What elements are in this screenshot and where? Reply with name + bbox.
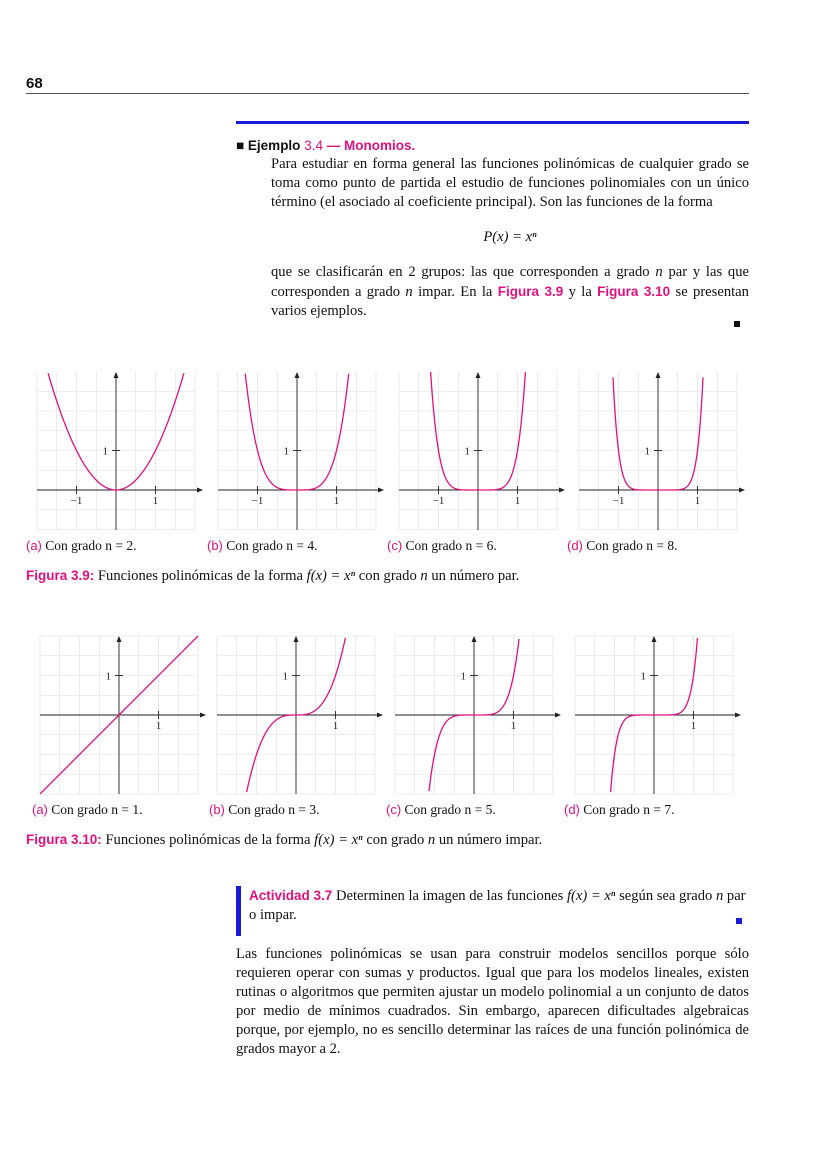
subcaption-tag: (c): [387, 538, 403, 553]
subcaption-tag: (d): [564, 802, 580, 817]
subcaption-even-c: [387, 538, 497, 554]
p2-text-c: impar. En la: [418, 284, 493, 300]
subcaption-text: Con grado n = 8.: [586, 538, 678, 553]
activity-end-mark: [736, 918, 742, 924]
subcaption-tag: (a): [26, 538, 42, 553]
subcaption-tag: (c): [386, 802, 402, 817]
y-axis-arrow-icon: [114, 372, 119, 378]
figure-3-9-link[interactable]: Figura 3.9: [497, 284, 564, 299]
caption-var-n: n: [427, 832, 436, 848]
x-tick-label: −1: [612, 495, 625, 507]
x-tick-label: −1: [251, 495, 264, 507]
subcaption-tag: (b): [207, 538, 223, 553]
x-axis-arrow-icon: [200, 713, 206, 718]
bullet-icon: ■: [236, 138, 245, 153]
y-tick-label: 1: [464, 445, 470, 458]
figure-label: Figura 3.9:: [26, 568, 95, 583]
y-tick-label: 1: [102, 445, 108, 458]
activity-box: [236, 886, 749, 925]
activity-text-c: par o impar.: [249, 888, 746, 923]
x-tick-label: 1: [690, 720, 697, 732]
x-tick-label: 1: [694, 495, 701, 507]
subcaption-text: Con grado n = 3.: [228, 802, 320, 817]
x-axis-arrow-icon: [739, 488, 745, 493]
x-tick-label: 1: [510, 720, 517, 732]
activity-bar: [236, 886, 241, 936]
y-tick-label: 1: [460, 670, 466, 683]
subcaption-text: Con grado n = 4.: [226, 538, 318, 553]
caption-text-c: un número par.: [431, 568, 520, 584]
caption-formula: f(x) = xⁿ: [306, 568, 356, 584]
body-paragraph: Las funciones polinómicas se usan para construir modelos sencillos porque sólo requieren operar con sumas y productos. Igual que para los modelos lineales, existen rutinas o algoritmos que permiten ajustar un modelo polinomial a un conjunto de datos por medio de mínimos cuadrados. Sin embargo, aparecen dificultades algebraicas porque, por ejemplo, no es sencillo determinar las raíces de una función polinómica de grados mayor a 2.: [236, 946, 749, 1057]
subcaption-tag: (d): [567, 538, 583, 553]
activity-formula: f(x) = xⁿ: [566, 888, 616, 904]
caption-formula: f(x) = xⁿ: [314, 832, 363, 848]
subcaption-even-b: [207, 538, 318, 554]
subcaption-tag: (a): [32, 802, 48, 817]
y-tick-label: 1: [644, 445, 650, 458]
page-number: 68: [26, 75, 43, 92]
x-axis-arrow-icon: [735, 713, 741, 718]
subcaption-odd-d: [564, 802, 675, 818]
y-tick-label: 1: [283, 445, 289, 458]
figure-label: Figura 3.10:: [26, 832, 102, 847]
p2-var-n-1: n: [655, 264, 663, 280]
activity-text-a: Determinen la imagen de las funciones: [335, 888, 564, 904]
y-axis-arrow-icon: [117, 636, 122, 642]
subcaption-even-d: [567, 538, 678, 554]
p2-text-d: y la: [568, 284, 592, 300]
subcaption-text: Con grado n = 7.: [583, 802, 675, 817]
caption-text-a: Funciones polinómicas de la forma: [97, 568, 303, 584]
subcaption-odd-b: [209, 802, 320, 818]
y-axis-arrow-icon: [295, 372, 300, 378]
x-tick-label: 1: [155, 720, 162, 732]
x-tick-label: −1: [70, 495, 83, 507]
subcaption-odd-a: [32, 802, 143, 818]
example-number: 3.4: [304, 138, 323, 153]
example-label: Ejemplo: [247, 138, 301, 153]
subcaption-text: Con grado n = 1.: [51, 802, 143, 817]
y-tick-label: 1: [640, 670, 646, 683]
subcaption-text: Con grado n = 6.: [405, 538, 497, 553]
y-axis-arrow-icon: [656, 372, 661, 378]
activity-var-n: n: [715, 888, 724, 904]
subcaption-text: Con grado n = 2.: [45, 538, 137, 553]
p2-text-a: que se clasificarán en 2 grupos: las que corresponden a grado: [271, 264, 650, 280]
x-tick-label: 1: [152, 495, 159, 507]
x-tick-label: 1: [333, 495, 340, 507]
activity-label: Actividad 3.7: [249, 888, 333, 903]
caption-text-a: Funciones polinómicas de la forma: [105, 832, 311, 848]
y-axis-arrow-icon: [294, 636, 299, 642]
y-axis-arrow-icon: [472, 636, 477, 642]
y-axis-arrow-icon: [476, 372, 481, 378]
x-axis-arrow-icon: [378, 488, 384, 493]
x-tick-label: 1: [332, 720, 339, 732]
x-axis-arrow-icon: [559, 488, 565, 493]
figure-3-9-caption: [26, 568, 519, 585]
example-title: — Monomios.: [326, 138, 416, 153]
x-axis-arrow-icon: [197, 488, 203, 493]
p2-text-e: se presentan varios ejemplos.: [271, 284, 749, 319]
subcaption-tag: (b): [209, 802, 225, 817]
p2-text-b: par y las que corresponden a grado: [271, 264, 749, 300]
equation-text: P(x) = xⁿ: [483, 229, 537, 245]
caption-var-n: n: [420, 568, 428, 584]
y-tick-label: 1: [282, 670, 288, 683]
figure-3-10-caption: [26, 832, 542, 849]
caption-text-c: un número impar.: [438, 832, 543, 848]
y-axis-arrow-icon: [652, 636, 657, 642]
x-axis-arrow-icon: [377, 713, 383, 718]
subcaption-odd-c: [386, 802, 496, 818]
p2-var-n-2: n: [405, 284, 413, 300]
activity-text-b: según sea grado: [619, 888, 713, 904]
activity-text: [249, 886, 749, 925]
x-tick-label: 1: [514, 495, 521, 507]
subcaption-text: Con grado n = 5.: [404, 802, 496, 817]
x-axis-arrow-icon: [555, 713, 561, 718]
example-paragraph-1: Para estudiar en forma general las funciones polinómicas de cualquier grado se toma como punto de partida el estudio de funciones polinomiales con un único término (el asociado al coeficiente principal). Son las funciones de la forma: [271, 156, 749, 210]
y-tick-label: 1: [105, 670, 111, 683]
figure-3-10-link[interactable]: Figura 3.10: [597, 284, 671, 299]
subcaption-even-a: [26, 538, 137, 554]
caption-text-b: con grado: [358, 568, 417, 584]
caption-text-b: con grado: [366, 832, 425, 848]
x-tick-label: −1: [432, 495, 445, 507]
